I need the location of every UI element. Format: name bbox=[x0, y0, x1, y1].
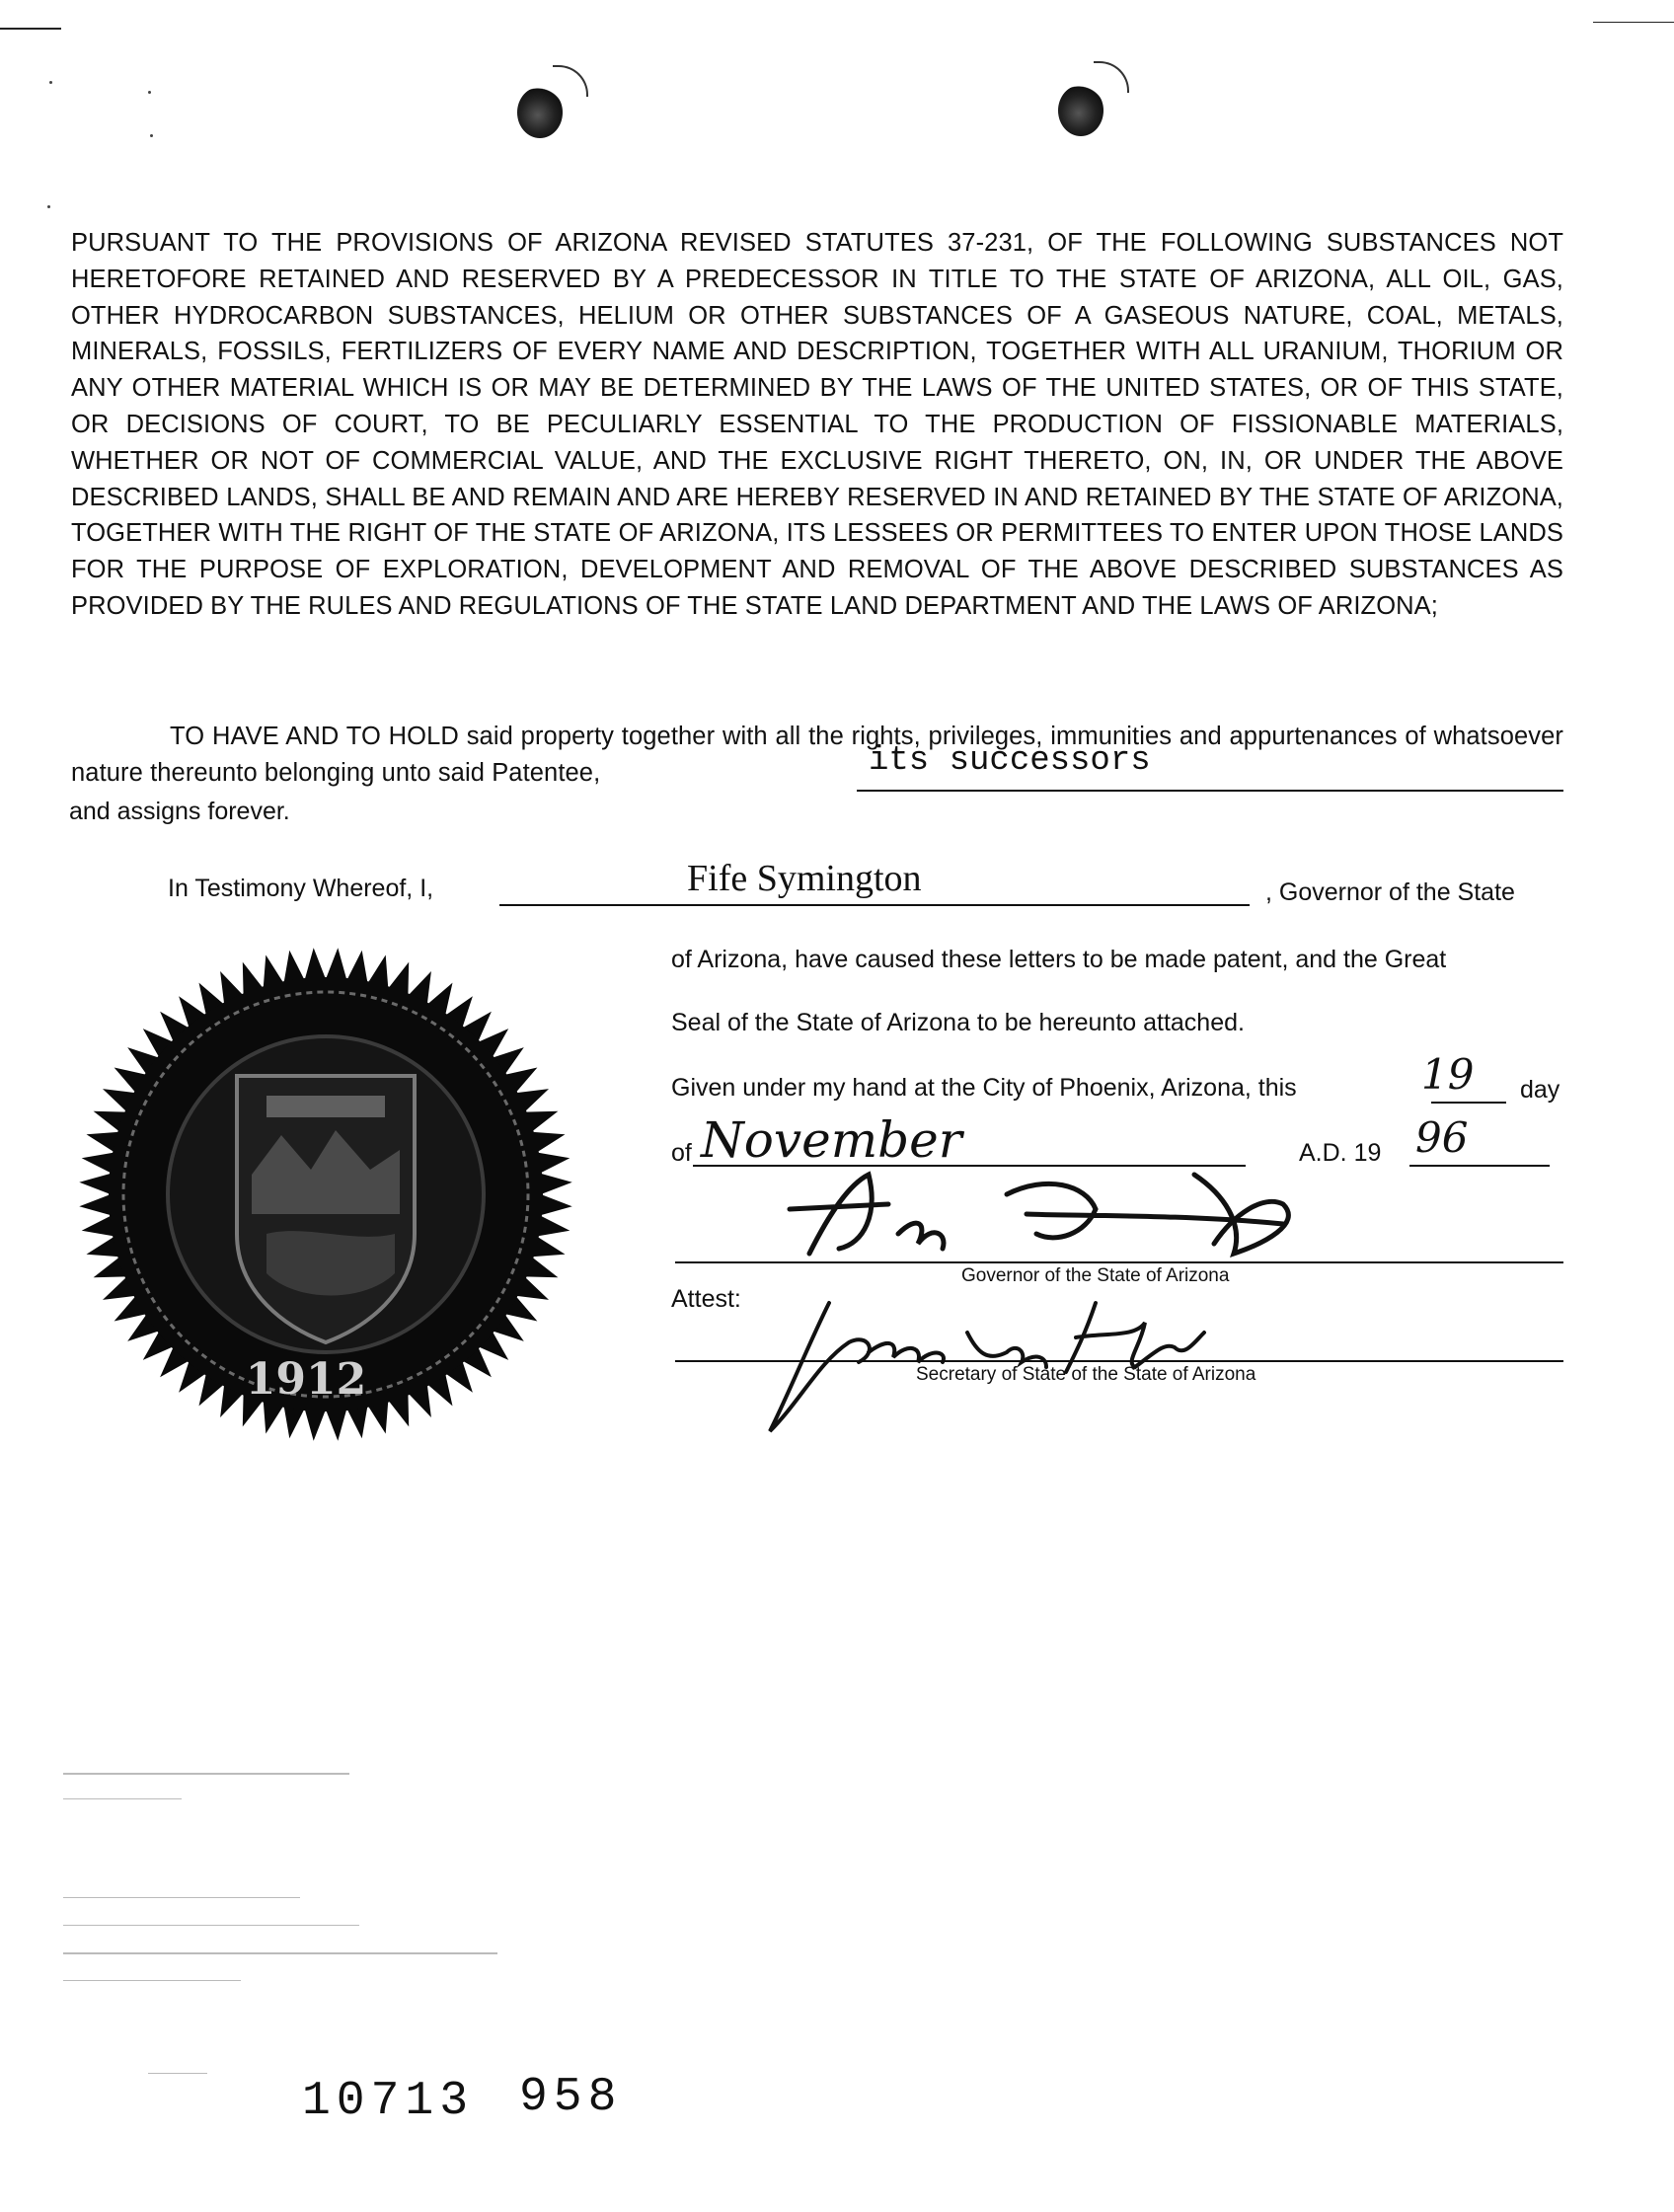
statute-reservation-paragraph: PURSUANT TO THE PROVISIONS OF ARIZONA REVISED STATUTES 37-231, OF THE FOLLOWING SUBSTANCES NOT HERETOFORE RETAINED AND RESERVED BY A PREDECESSOR IN TITLE TO THE STATE OF ARIZONA, ALL OIL, GAS, OTHER HYDROCARBON SUBSTANCES, HELIUM OR OTHER SUBSTANCES OF A GASEOUS NATURE, COAL, METALS, MINERALS, FOSSILS, FERTILIZERS OF EVERY NAME AND DESCRIPTION, TOGETHER WITH ALL URANIUM, THORIUM OR ANY OTHER MATERIAL WHICH IS OR MAY BE DETERMINED BY THE LAWS OF THE UNITED STATES, OR OF THIS STATE, OR DECISIONS OF COURT, TO BE PECULIARLY ESSENTIAL TO THE PRODUCTION OF FISSIONABLE MATERIALS, WHETHER OR NOT OF COMMERCIAL VALUE, AND THE EXCLUSIVE RIGHT THERETO, ON, IN, OR UNDER THE ABOVE DESCRIBED LANDS, SHALL BE AND REMAIN AND ARE HEREBY RESERVED IN AND RETAINED BY THE STATE OF ARIZONA, TOGETHER WITH THE RIGHT OF THE STATE OF ARIZONA, ITS LESSEES OR PERMITTEES TO ENTER UPON THOSE LANDS FOR THE PURPOSE OF EXPLORATION, DEVELOPMENT AND REMOVAL OF THE ABOVE DESCRIBED SUBSTANCES AS PROVIDED BY THE RULES AND REGULATIONS OF THE STATE LAND DEPARTMENT AND THE LAWS OF ARIZONA; bbox=[71, 229, 1563, 620]
governor-name-line bbox=[499, 904, 1250, 906]
day-fill-line bbox=[1431, 1102, 1506, 1104]
scan-speck bbox=[148, 91, 151, 94]
governor-signature-scribble bbox=[770, 1155, 1323, 1273]
secretary-caption: Secretary of State of the State of Arizona bbox=[916, 1364, 1256, 1385]
scan-edge-line-right bbox=[1593, 22, 1674, 23]
day-suffix: day bbox=[1520, 1076, 1560, 1104]
scan-smudge bbox=[63, 1952, 497, 1954]
testimony-suffix: , Governor of the State bbox=[1265, 878, 1515, 906]
testimony-line-2: of Arizona, have caused these letters to be made patent, and the Great bbox=[671, 946, 1447, 973]
scan-smudge bbox=[63, 1897, 300, 1898]
document-number-left: 10713 bbox=[302, 2075, 475, 2128]
punch-hole-arc-left bbox=[553, 65, 588, 97]
ad-label: A.D. 19 bbox=[1299, 1139, 1382, 1167]
scan-speck bbox=[49, 81, 52, 84]
scan-speck bbox=[150, 134, 153, 137]
scan-smudge bbox=[63, 1925, 359, 1926]
scan-smudge bbox=[63, 1980, 241, 1981]
day-handwritten: 19 bbox=[1421, 1050, 1475, 1099]
habendum-text: TO HAVE AND TO HOLD said property together with all the rights, privileges, immunities and appurtenances of whatsoever nature thereunto belonging unto said Patentee, bbox=[71, 723, 1563, 787]
great-seal-of-arizona bbox=[69, 938, 582, 1451]
seal-year: 1912 bbox=[245, 1354, 367, 1405]
secretary-signature-line bbox=[675, 1360, 1563, 1362]
year-handwritten: 96 bbox=[1415, 1113, 1469, 1162]
attest-label: Attest: bbox=[671, 1285, 741, 1313]
punch-hole-arc-right bbox=[1094, 61, 1129, 93]
scan-edge-line-left bbox=[0, 28, 61, 30]
scan-smudge bbox=[63, 1798, 182, 1799]
testimony-prefix: In Testimony Whereof, I, bbox=[168, 875, 434, 902]
of-label: of bbox=[671, 1139, 692, 1167]
scan-speck bbox=[47, 205, 50, 208]
patentee-fill-line bbox=[857, 790, 1563, 792]
testimony-line-3: Seal of the State of Arizona to be hereunto attached. bbox=[671, 1009, 1245, 1036]
scan-smudge bbox=[63, 1773, 349, 1775]
governor-caption: Governor of the State of Arizona bbox=[961, 1265, 1230, 1286]
governor-signature-line bbox=[675, 1261, 1563, 1263]
secretary-signature bbox=[0, 0, 1, 1]
patentee-fill-value: its successors bbox=[869, 742, 1151, 780]
document-number-right: 958 bbox=[519, 2071, 623, 2124]
year-fill-line bbox=[1409, 1165, 1550, 1167]
governor-name-typed: Fife Symington bbox=[687, 858, 922, 899]
habendum-ending: and assigns forever. bbox=[69, 798, 290, 825]
month-handwritten: November bbox=[701, 1111, 962, 1169]
scan-smudge bbox=[148, 2073, 207, 2074]
habendum-paragraph bbox=[71, 719, 1563, 792]
given-under-hand-text: Given under my hand at the City of Phoenix, Arizona, this bbox=[671, 1074, 1297, 1102]
